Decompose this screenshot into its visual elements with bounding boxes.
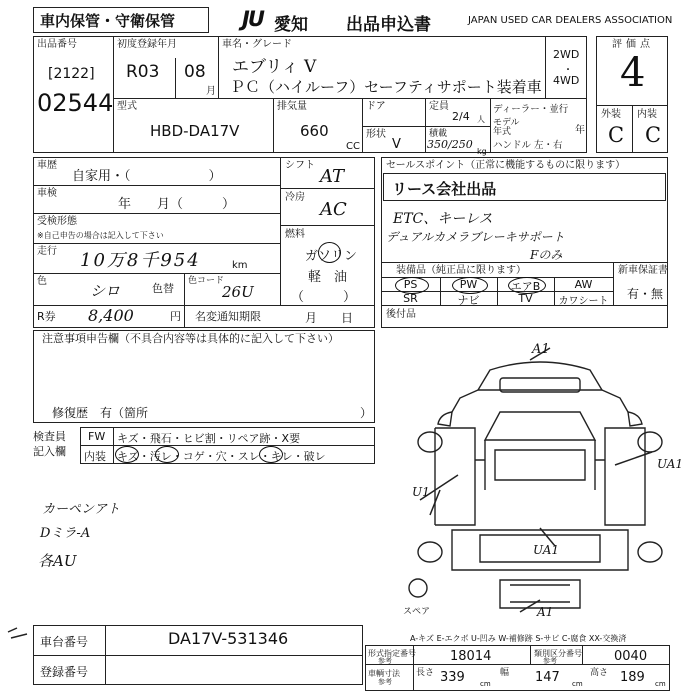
type-spec-value: 18014	[450, 649, 492, 664]
vehicle-grade: ＰＣ（ハイルーフ）セーフティサポート装着車	[230, 78, 542, 96]
equipment-pw-circle	[452, 277, 488, 294]
int-stain-circle	[155, 446, 179, 463]
displacement-unit: CC	[346, 141, 360, 152]
type-spec-ref: 参考	[378, 657, 392, 665]
lot-sub-number: [2122]	[48, 66, 95, 82]
dash-marks	[5, 620, 35, 650]
load-value: 350/250	[427, 138, 473, 151]
car-diagram	[390, 340, 690, 625]
evaluation-score: 4	[620, 50, 646, 96]
remark-2: Dミラ-A	[40, 526, 91, 541]
interior-label: 内装	[637, 109, 657, 120]
category-label: 類別区分番号	[534, 649, 582, 658]
mileage-label: 走行	[37, 246, 57, 257]
vehicle-name: エブリィ V	[232, 57, 317, 77]
load-unit: kg	[477, 147, 487, 156]
repair-close: ）	[360, 406, 373, 420]
ju-logo: JU	[242, 7, 263, 31]
name-change-label: 名変通知期限	[195, 310, 261, 323]
manual-label: 受検形態	[37, 216, 77, 227]
usage-value: 自家用・（ ）	[72, 169, 222, 184]
reserve-label: R券	[37, 310, 56, 323]
equipment-ps: PS	[403, 278, 418, 291]
storage-label: 車内保管・守衛保管	[40, 12, 176, 30]
shift-value: AT	[320, 166, 345, 187]
interior-grade: C	[645, 123, 662, 147]
lot-label: 出品番号	[37, 39, 77, 50]
mark-front: A1	[532, 342, 550, 357]
mark-rear-bottom: A1	[537, 605, 554, 619]
int-items: キズ・汚レ・コゲ・穴・スレ・キレ・破レ	[117, 450, 326, 463]
registration-label: 登録番号	[40, 665, 89, 679]
handle-label: ハンドル 左・右	[493, 140, 563, 151]
chassis-label: 車台番号	[40, 635, 89, 649]
category-ref: 参考	[543, 657, 557, 665]
lot-number: 02544	[37, 89, 114, 117]
ac-label: 冷房	[285, 192, 305, 203]
door-label: ドア	[366, 101, 386, 112]
form-title: 出品申込書	[346, 15, 431, 35]
equipment-label: 装備品（純正品に限ります）	[396, 265, 526, 276]
fuel-light: 軽 油	[308, 270, 348, 285]
vehicle-size-ref: 参考	[378, 678, 392, 686]
exterior-label: 外装	[601, 109, 621, 120]
sales-note-3: Fのみ	[530, 248, 563, 262]
mark-rear: UA1	[533, 543, 560, 557]
color-change-label: 色替	[152, 282, 174, 295]
left-mirror	[438, 412, 452, 426]
fw-items: キズ・飛石・ヒビ割・リペア跡・X要	[117, 432, 301, 445]
vehicle-name-label: 車名・グレード	[222, 39, 292, 50]
after-fit-label: 後付品	[386, 309, 416, 320]
mark-right-side: UA1	[657, 457, 684, 471]
org-english: JAPAN USED CAR DEALERS ASSOCIATION	[468, 15, 673, 26]
fuel-options: ガソリン	[305, 249, 358, 264]
legend: A-キズ E-エクボ U-凹み W-補修跡 S-サビ C-腐食 XX-交換済	[410, 634, 627, 643]
equipment-aw: AW	[574, 278, 593, 291]
first-registration-year: R03	[126, 62, 160, 82]
int-scratch-circle	[115, 446, 139, 463]
equipment-leather-seat: カワシート	[558, 296, 609, 307]
repair-label: 修復歴 有（箇所	[52, 406, 149, 420]
fuel-other: （ ）	[291, 290, 357, 305]
length-value: 339	[440, 670, 465, 685]
mileage-unit: km	[232, 260, 248, 271]
category-value: 0040	[614, 649, 648, 664]
mark-left-side: U1	[412, 485, 430, 499]
fuel-selected-circle	[318, 242, 341, 263]
cabin-outline	[485, 412, 595, 440]
model-year-label: モデル年式	[493, 118, 520, 137]
equipment-airbag: エアB	[510, 280, 541, 293]
color-code: 26U	[222, 283, 254, 301]
remark-3: 各AU	[38, 552, 77, 570]
shape-label: 形状	[366, 129, 386, 140]
drive-separator: ・	[563, 65, 573, 76]
exterior-grade: C	[608, 123, 625, 147]
model-year-unit: 年	[575, 125, 585, 136]
right-mirror	[628, 412, 642, 426]
equipment-navi: ナビ	[457, 294, 480, 307]
drive-4wd: 4WD	[553, 74, 580, 87]
name-change-value: 月 日	[305, 311, 354, 325]
width-unit: cm	[572, 680, 583, 688]
vehicle-size-label: 車輌寸法	[368, 669, 400, 678]
equipment-sr: SR	[403, 292, 418, 305]
height-value: 189	[620, 670, 645, 685]
front-outline	[478, 362, 602, 390]
sales-points-label: セールスポイント（正常に機能するものに限ります）	[386, 160, 626, 171]
sales-note-2: デュアルカメラブレーキサポート	[386, 230, 565, 244]
height-label: 高さ	[590, 668, 609, 678]
spare-tire	[409, 579, 427, 597]
type-spec-label: 形式指定番号	[368, 649, 416, 658]
equipment-ps-circle	[395, 277, 429, 294]
inspector-label-2: 記入欄	[33, 445, 66, 458]
rear-left-wheel	[418, 542, 442, 562]
load-label: 積載	[429, 129, 448, 139]
fuel-label: 燃料	[285, 229, 305, 240]
month-unit: 月	[206, 86, 216, 97]
notes-label: 注意事項申告欄（不具合内容等は具体的に記入して下さい）	[42, 332, 339, 345]
dealer-label: ディーラー・並行	[493, 104, 569, 115]
int-label: 内装	[84, 450, 106, 463]
height-unit: cm	[655, 680, 666, 688]
warranty-label: 新車保証書	[618, 265, 668, 276]
equipment-airbag-circle	[508, 277, 546, 294]
usage-label: 車歴	[37, 160, 57, 171]
remark-1: カーペンアト	[42, 502, 121, 517]
equipment-tv: TV	[518, 292, 533, 305]
equipment-pw: PW	[459, 278, 478, 291]
warranty-value: 有・無	[627, 287, 664, 301]
right-side-outline	[605, 428, 645, 525]
length-unit: cm	[480, 680, 491, 688]
org-name: 愛知	[274, 15, 308, 35]
mileage-value: 10万8千954	[80, 250, 201, 271]
rear-right-wheel	[638, 542, 662, 562]
displacement-label: 排気量	[277, 101, 307, 112]
front-right-wheel	[638, 432, 662, 452]
sales-headline: リース会社出品	[392, 180, 497, 198]
ac-value: AC	[320, 199, 347, 220]
inspector-label-1: 検査員	[33, 430, 66, 443]
width-value: 147	[535, 670, 560, 685]
width-label: 幅	[500, 668, 510, 678]
front-left-wheel	[418, 432, 442, 452]
shift-label: シフト	[285, 160, 315, 171]
spare-label: スペア	[403, 607, 431, 617]
capacity-unit: 人	[477, 115, 485, 124]
int-wear-circle	[259, 446, 283, 463]
shape-value: V	[392, 137, 401, 152]
capacity-value: 2/4	[452, 110, 470, 123]
manual-note: ※自己申告の場合は記入して下さい	[37, 231, 164, 240]
inspection-label: 車検	[37, 188, 57, 199]
inspection-value: 年 月（ ）	[118, 197, 236, 212]
displacement-value: 660	[300, 122, 329, 140]
model-code: HBD-DA17V	[150, 122, 240, 140]
color-label: 色	[37, 276, 47, 287]
capacity-label: 定員	[429, 101, 449, 112]
drive-2wd: 2WD	[553, 48, 580, 61]
model-label: 型式	[117, 101, 137, 112]
first-registration-label: 初度登録年月	[117, 39, 177, 50]
reserve-unit: 円	[170, 310, 181, 323]
chassis-value: DA17V-531346	[168, 629, 289, 648]
first-registration-month: 08	[184, 62, 206, 82]
length-label: 長さ	[416, 668, 435, 678]
color-code-label: 色コード	[188, 276, 225, 286]
fw-label: FW	[88, 430, 106, 443]
reserve-value: 8,400	[88, 306, 134, 325]
bumper-outline	[500, 580, 580, 608]
evaluation-label: 評価点	[612, 39, 654, 50]
sales-note-1: ETC、キーレス	[393, 211, 493, 227]
color-value: シロ	[90, 282, 121, 300]
